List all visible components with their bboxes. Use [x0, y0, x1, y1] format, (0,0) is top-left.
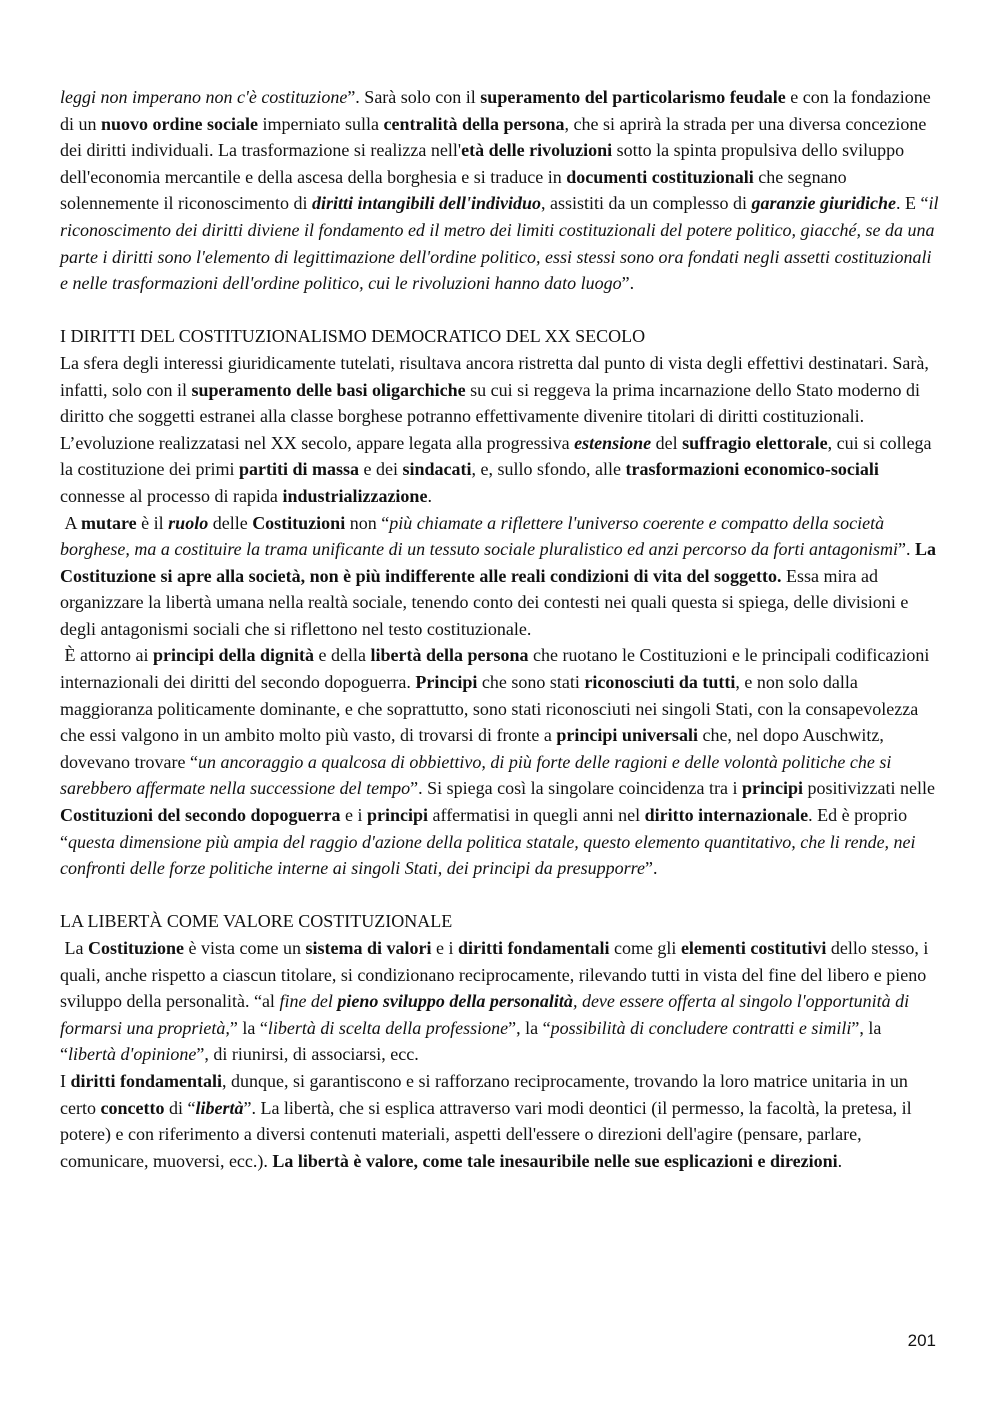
- text-run: ruolo: [168, 512, 209, 533]
- text-run: industrializzazione: [282, 485, 428, 506]
- text-run: più chiamate a riflettere l'universo coerente e compatto della società borghese, ma a costituire la trama unificante di un tessuto sociale pluralistico ed anzi percorso da forti antagonismi: [60, 512, 898, 560]
- text-run: , dunque, si garantiscono e si rafforzano reciprocamente, trovando la loro matrice unitaria in un certo: [60, 1070, 913, 1118]
- text-run: La Costituzione si apre alla società, non è più indifferente alle reali condizioni di vita del soggetto.: [60, 539, 936, 586]
- text-run: LA LIBERTÀ COME VALORE COSTITUZIONALE: [60, 911, 453, 932]
- text-run: ”. Sarà solo con il: [347, 87, 481, 107]
- text-run: partiti di massa: [238, 459, 359, 480]
- text-run: sindacati: [402, 459, 472, 480]
- text-run: un ancoraggio a qualcosa di obbiettivo, di più forte delle ragioni e delle volontà politiche che si sarebbero affermate nella successione del tempo: [60, 751, 892, 799]
- text-run: e i: [431, 938, 458, 958]
- text-run: libertà d'opinione: [68, 1044, 197, 1065]
- text-run: dello stesso, i quali, anche rispetto a ciascun titolare, si condizionano reciprocamente, rilevando tutti in vista del fine del libero e pieno sviluppo della personalità. “al: [60, 938, 933, 1012]
- text-run: positivizzati nelle: [803, 778, 940, 799]
- text-run: libertà della persona: [370, 645, 529, 666]
- text-run: , assistiti da un complesso di: [541, 193, 752, 214]
- text-run: garanzie giuridiche: [751, 193, 897, 214]
- text-run: su cui si reggeva la prima incarnazione dello Stato moderno di diritto che soggetti estranei alla classe borghese potranno effettivamente divenire titolari di diritti costituzionali. L’evoluzione realizzatasi nel XX secolo, appare legata alla progressiva: [60, 379, 925, 453]
- text-run: riconosciuti da tutti: [584, 672, 736, 693]
- text-run: pieno sviluppo della personalità: [337, 991, 573, 1012]
- text-run: , e, sullo sfondo, alle: [471, 459, 626, 480]
- text-run: diritti intangibili dell'individuo: [311, 193, 541, 214]
- text-run: documenti costituzionali: [566, 166, 754, 187]
- text-run: ”. Si spiega così la singolare coincidenza tra i: [410, 778, 742, 799]
- text-run: principi: [367, 805, 429, 826]
- text-run: principi: [741, 778, 803, 799]
- text-run: suffragio elettorale: [682, 432, 828, 453]
- text-run: principi della dignità: [152, 645, 315, 666]
- text-run: , cui si collega la costituzione dei primi: [60, 432, 937, 480]
- text-run: .: [837, 1150, 843, 1171]
- text-run: .: [427, 485, 432, 506]
- text-run: che sono stati: [477, 672, 585, 693]
- text-run: principi universali: [556, 725, 698, 746]
- text-run: , e non solo dalla maggioranza politicamente dominante, e che soprattutto, sono stati riconosciuti nei singoli Stati, con la consapevolezza che essi valgono in un ambito molto più vasto, di trovarsi di fronte a: [60, 672, 923, 746]
- text-run: fine del: [279, 991, 338, 1012]
- text-run: trasformazioni economico-sociali: [625, 459, 879, 480]
- text-run: Costituzioni: [252, 512, 346, 533]
- text-run: È attorno ai: [60, 645, 153, 666]
- text-run: leggi non imperano non c'è costituzione: [60, 87, 348, 107]
- paragraph-gap: [60, 882, 940, 909]
- text-run: Costituzioni del secondo dopoguerra: [60, 805, 341, 826]
- text-run: ”, la “: [508, 1017, 551, 1038]
- text-run: e della: [314, 645, 371, 666]
- text-run: del: [651, 432, 683, 453]
- text-run: e i: [340, 805, 368, 826]
- text-run: ”.: [644, 858, 658, 879]
- text-run: che, nel dopo Auschwitz, dovevano trovare “: [60, 725, 889, 772]
- text-run: concetto: [100, 1097, 165, 1118]
- text-run: è vista come un: [183, 938, 306, 958]
- text-run: mutare: [81, 512, 137, 533]
- text-run: La sfera degli interessi giuridicamente tutelati, risultava ancora ristretta dal punto di vista degli effettivi destinatari. Sarà, infatti, solo con il: [60, 352, 934, 400]
- text-run: A: [60, 512, 82, 533]
- text-run: affermatisi in quegli anni nel: [428, 805, 645, 826]
- text-run: e con la fondazione di un: [60, 87, 936, 134]
- text-run: è il: [136, 512, 169, 533]
- text-run: Principi: [415, 672, 478, 693]
- text-run: possibilità di concludere contratti e simili: [550, 1017, 852, 1038]
- text-run: . Ed è proprio “: [60, 805, 912, 852]
- text-run: e dei: [358, 459, 403, 480]
- text-run: imperniato sulla: [258, 113, 384, 134]
- text-run: Essa mira ad organizzare la libertà umana nella realtà sociale, tenendo conto dei contesti nei quali questa si spiega, delle divisioni e degli antagonismi sociali che si riflettono nel testo costituzionale.: [60, 565, 913, 639]
- text-run: elementi costitutivi: [680, 938, 827, 958]
- text-run: il riconoscimento dei diritti diviene il fondamento ed il metro dei limiti costituzionali del potere politico, giacché, se da una parte i diritti sono l'elemento di legittimazione dell'ordine politico, essi stessi sono ora fondati negli assetti costituzionali e nelle trasformazioni dell'ordine politico, cui le rivoluzioni hanno dato luogo: [60, 193, 939, 294]
- section-heading-diritti-xx-secolo: [60, 323, 940, 350]
- paragraph-sfera-interessi: [60, 350, 940, 510]
- text-run: estensione: [574, 432, 652, 453]
- text-run: , che si aprirà la strada per una diversa concezione dei diritti individuali. La trasformazione si realizza nell': [60, 113, 931, 161]
- text-run: non “: [345, 512, 390, 533]
- text-run: come gli: [609, 938, 681, 958]
- text-run: superamento del particolarismo feudale: [480, 87, 786, 107]
- page-number: 201: [907, 1331, 936, 1350]
- section-heading-liberta-valore: [60, 908, 940, 935]
- paragraph-intro: [60, 84, 940, 297]
- text-run: La: [60, 938, 88, 958]
- text-run: ”.: [621, 273, 635, 294]
- paragraph-ruolo-costituzioni: [60, 510, 940, 643]
- text-run: età delle rivoluzioni: [461, 140, 613, 161]
- text-run: delle: [208, 512, 253, 533]
- text-run: I: [60, 1070, 71, 1091]
- text-run: che segnano solennemente il riconoscimento di: [60, 166, 852, 214]
- document-body: [60, 84, 940, 1174]
- text-run: I DIRITTI DEL COSTITUZIONALISMO DEMOCRATICO DEL XX SECOLO: [60, 326, 646, 347]
- text-run: diritti fondamentali: [457, 938, 610, 958]
- text-run: ”. La libertà, che si esplica attraverso vari modi deontici (il permesso, la facoltà, la pretesa, il potere) e con riferimento a diversi contenuti materiali, aspetti dell'essere o direzioni dell'agire (pensare, parlare, comunicare, muoversi, ecc.).: [60, 1097, 917, 1171]
- text-run: libertà di scelta della professione: [267, 1017, 509, 1038]
- text-run: questa dimensione più ampia del raggio d'azione della politica statale, questo elemento quantitativo, che li rende, nei confronti delle forze politiche interne ai singoli Stati, dei principi da presupporre: [60, 831, 916, 879]
- paragraph-sistema-valori: [60, 935, 940, 1068]
- text-run: sotto la spinta propulsiva dello sviluppo dell'economia mercantile e della ascesa della borghesia e si traduce in: [60, 140, 909, 187]
- text-run: diritti fondamentali: [70, 1070, 222, 1091]
- text-run: centralità della persona: [383, 113, 565, 134]
- text-run: , deve essere offerta al singolo l'opportunità di formarsi una proprietà,: [60, 991, 910, 1038]
- text-run: nuovo ordine sociale: [101, 113, 259, 134]
- text-run: La libertà è valore, come tale inesauribile nelle sue esplicazioni e direzioni: [272, 1150, 838, 1171]
- paragraph-principi-dignita: [60, 642, 940, 881]
- text-run: sistema di valori: [305, 938, 432, 958]
- paragraph-gap: [60, 297, 940, 324]
- text-run: diritto internazionale: [644, 805, 809, 826]
- text-run: ” la “: [229, 1017, 268, 1038]
- text-run: ”, di riunirsi, di associarsi, ecc.: [196, 1044, 419, 1065]
- text-run: . E “: [896, 193, 929, 214]
- text-run: Costituzione: [87, 938, 184, 958]
- text-run: che ruotano le Costituzioni e le principali codificazioni internazionali dei diritti del secondo dopoguerra.: [60, 645, 934, 693]
- paragraph-diritti-fondamentali: [60, 1068, 940, 1174]
- text-run: connesse al processo di rapida: [60, 459, 884, 506]
- text-run: ”.: [897, 539, 915, 560]
- text-run: di “: [164, 1097, 196, 1118]
- text-run: libertà: [195, 1097, 244, 1118]
- text-run: ”, la “: [60, 1017, 886, 1065]
- text-run: superamento delle basi oligarchiche: [191, 379, 466, 400]
